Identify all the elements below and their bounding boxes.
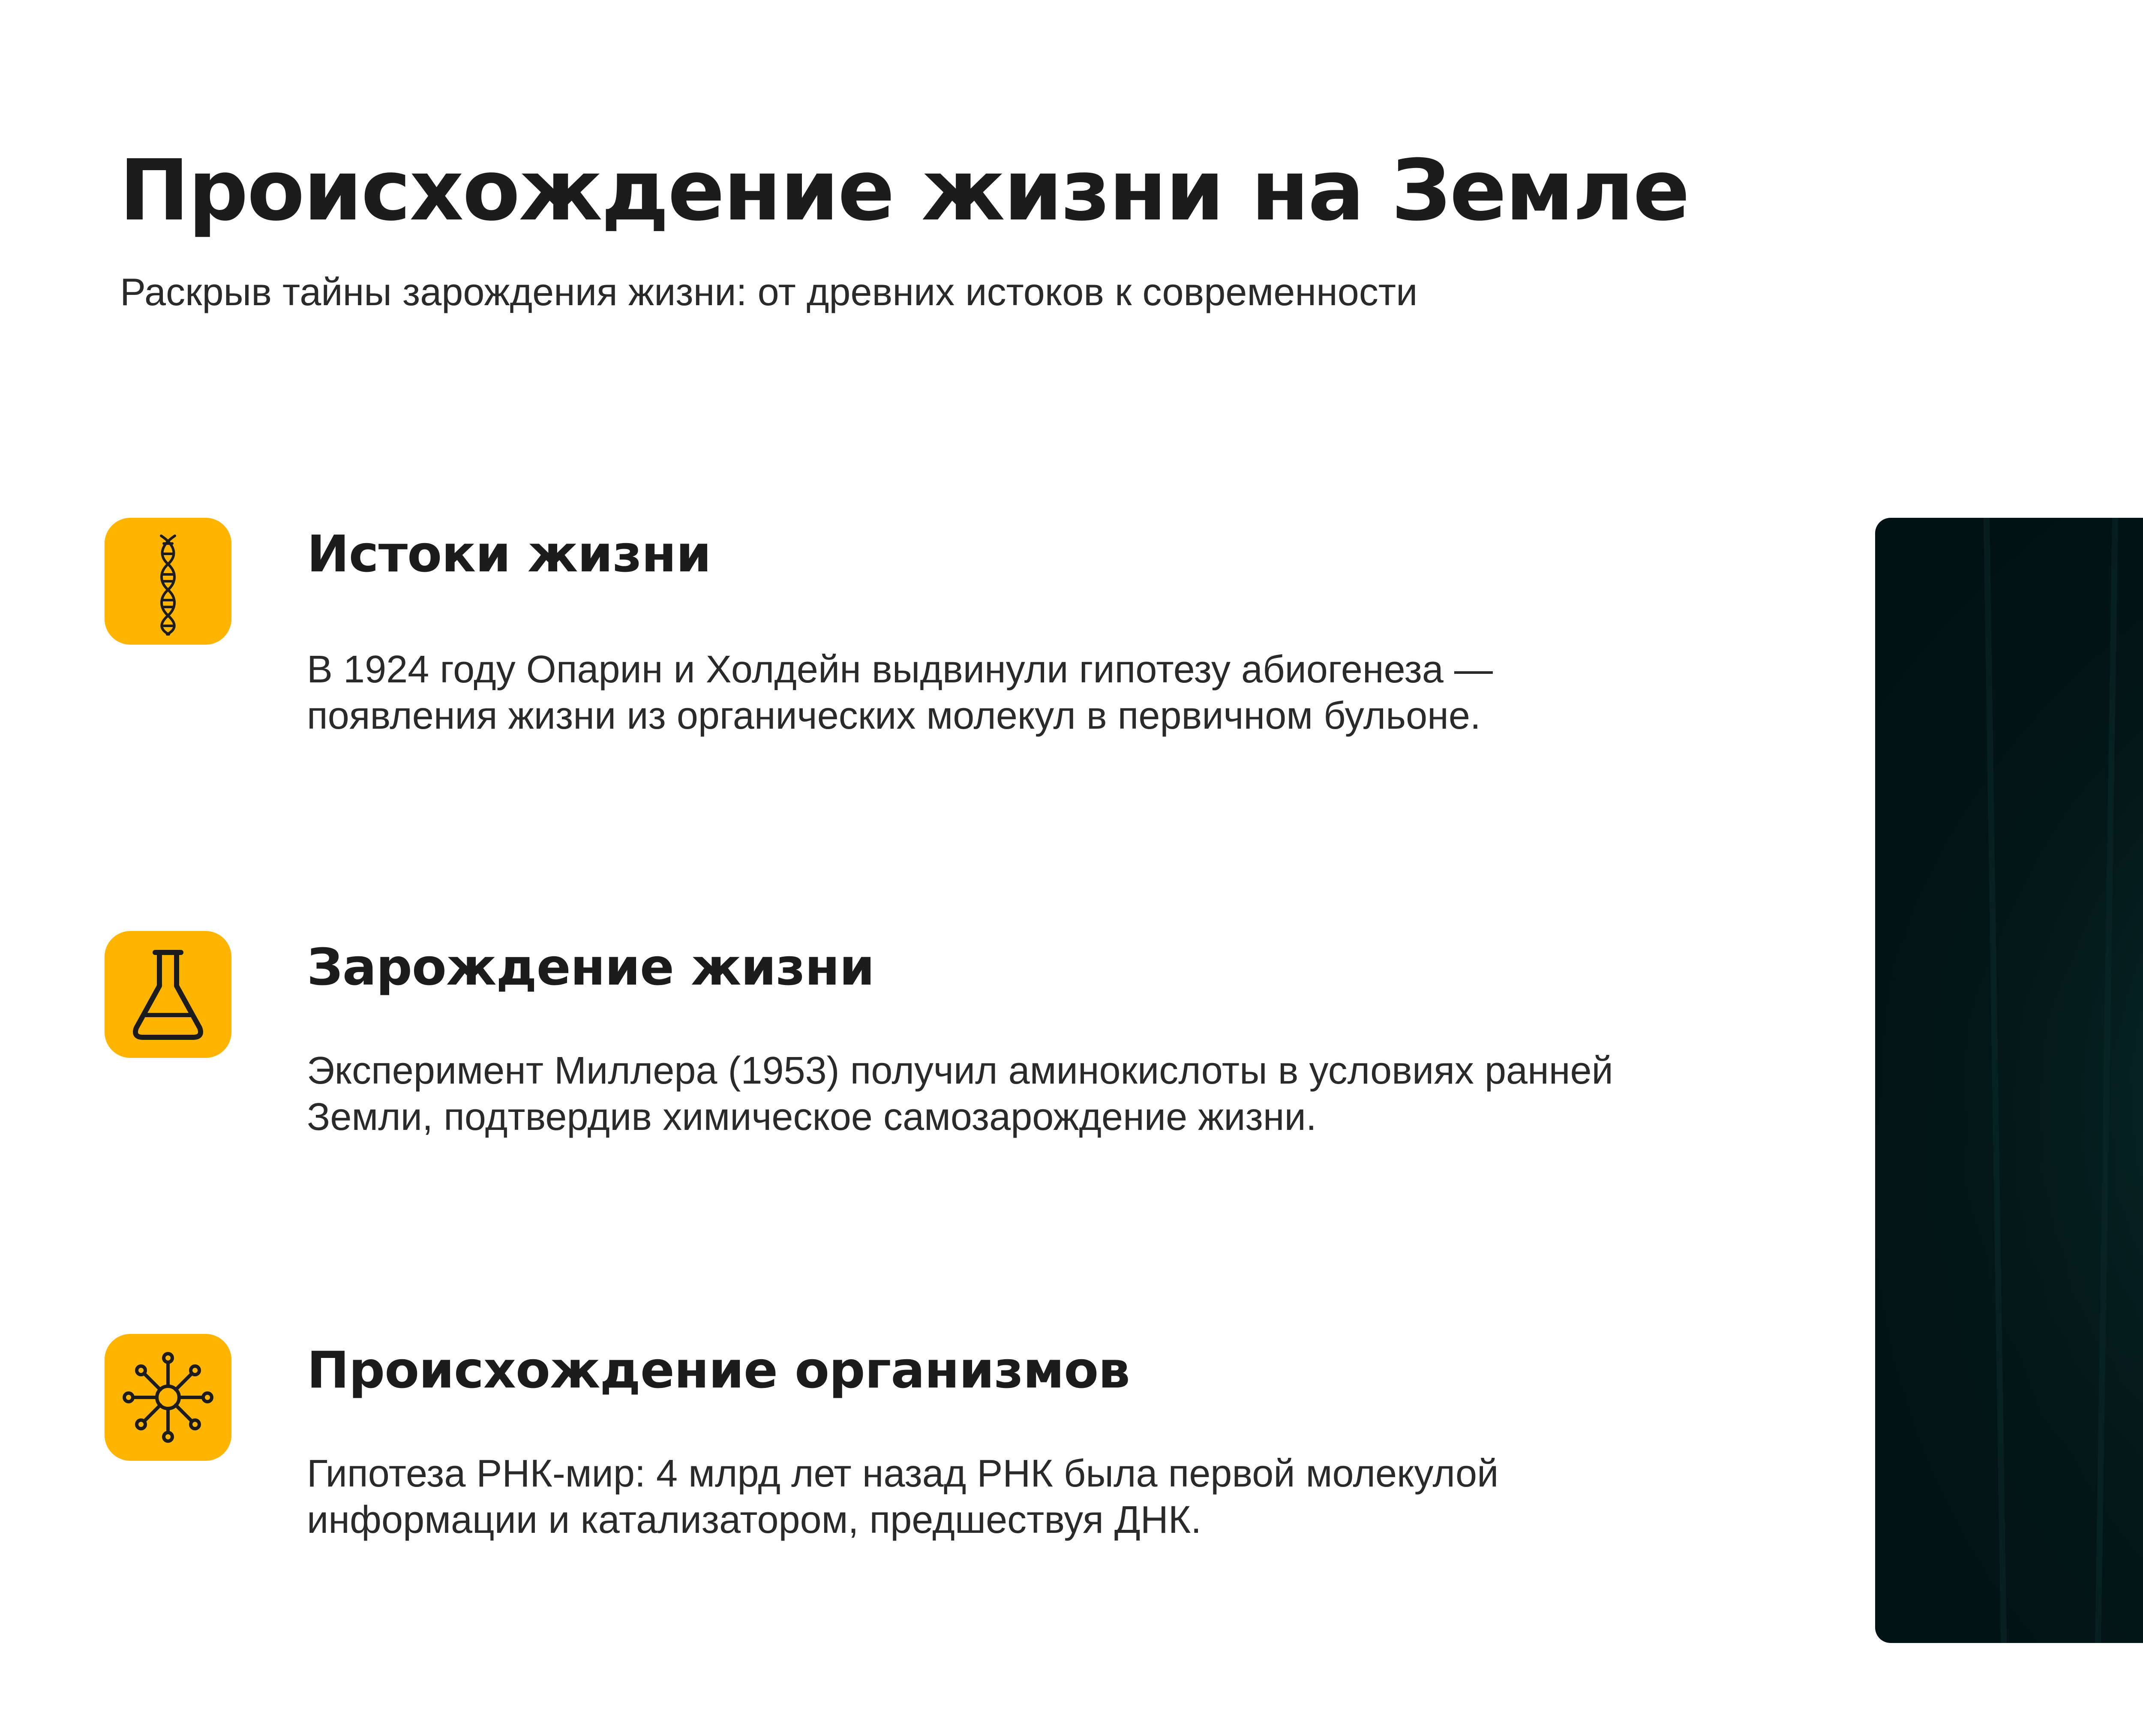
- feature-description: [307, 1048, 1850, 1140]
- feature-description: [307, 1451, 1850, 1543]
- dna-helix-image: [1875, 518, 2143, 1643]
- feature-item-emergence: [105, 931, 1776, 1188]
- feature-description-line: Гипотеза РНК-мир: 4 млрд лет назад РНК была первой молекулой: [307, 1452, 1499, 1495]
- feature-description-line: Эксперимент Миллера (1953) получил аминокислоты в условиях ранней: [307, 1049, 1613, 1092]
- molecule-network-icon: [105, 1334, 231, 1461]
- feature-heading: Зарождение жизни: [307, 937, 874, 997]
- feature-description-line: Земли, подтвердив химическое самозарождение жизни.: [307, 1096, 1317, 1138]
- feature-description: [307, 646, 1850, 739]
- dna-strand-icon: [105, 518, 231, 645]
- feature-heading: Происхождение организмов: [307, 1340, 1130, 1400]
- page-subtitle: Раскрыв тайны зарождения жизни: от древних истоков к современности: [120, 271, 1418, 314]
- feature-description-line: В 1924 году Опарин и Холдейн выдвинули гипотезу абиогенеза —: [307, 648, 1493, 691]
- page-title: Происхождение жизни на Земле: [119, 142, 1689, 240]
- feature-item-organisms: [105, 1334, 1776, 1591]
- feature-heading: Истоки жизни: [307, 524, 711, 583]
- feature-item-origins: [105, 518, 1776, 775]
- dna-illustration: [1875, 518, 2143, 1643]
- flask-icon: [105, 931, 231, 1058]
- feature-description-line: информации и катализатором, предшествуя ДНК.: [307, 1499, 1202, 1541]
- feature-description-line: появления жизни из органических молекул в первичном бульоне.: [307, 694, 1481, 737]
